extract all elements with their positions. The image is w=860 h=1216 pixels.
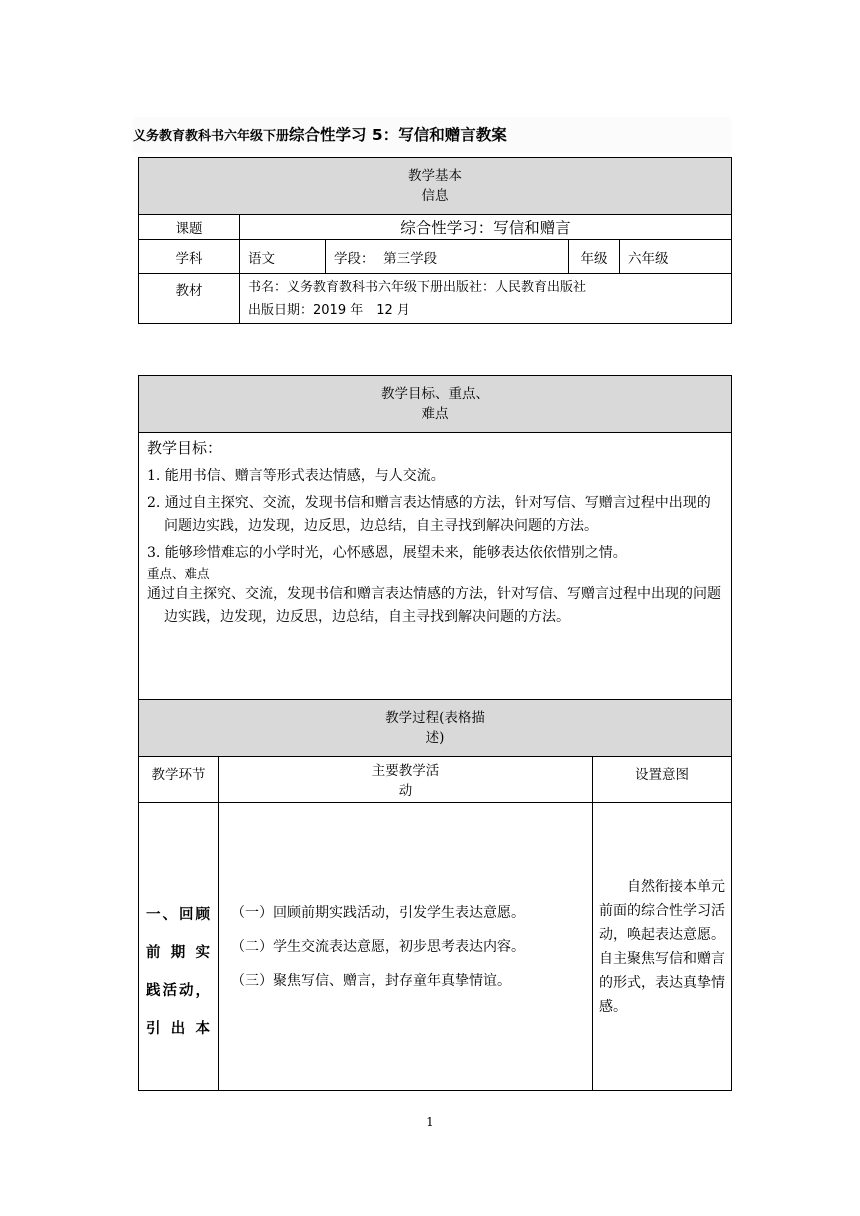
- stage-line-1: 一、回顾: [146, 907, 210, 923]
- activity-item-1: （一）回顾前期实践活动，引发学生表达意愿。: [231, 904, 525, 921]
- textbook-line-1: 书名：义务教育教科书六年级下册出版社：人民教育出版社: [248, 279, 587, 295]
- title-main: 综合性学习 5：写信和赠言教案: [289, 126, 507, 144]
- activity-item-3: （三）聚焦写信、赠言，封存童年真挚情谊。: [231, 972, 511, 989]
- document-title: [133, 117, 731, 153]
- intent-cell-1: 自然衔接本单元前面的综合性学习活动，唤起表达意愿。自主聚焦写信和赠言的形式，表达真挚情感。: [593, 803, 732, 1091]
- stage-label: 学段：: [334, 250, 375, 267]
- textbook-info: [240, 274, 732, 324]
- stage-value: 第三学段: [383, 250, 438, 267]
- grade-value: 六年级: [620, 240, 732, 274]
- goal-item-3: 3. 能够珍惜难忘的小学时光，心怀感恩，展望未来，能够表达依依惜别之情。: [147, 545, 627, 561]
- stage-line-2: 前期实: [146, 945, 210, 961]
- basic-info-table: [138, 157, 732, 324]
- topic-value: 综合性学习：写信和赠言: [240, 215, 732, 240]
- stage-line-4: 引出本: [146, 1021, 210, 1037]
- subject-value: 语文: [240, 240, 326, 274]
- topic-label: 课题: [139, 215, 240, 240]
- goal-item-2: 2. 通过自主探究、交流，发现书信和赠言表达情感的方法，针对写信、写赠言过程中出现的问题边实践，边发现，边反思，边总结，自主寻找到解决问题的方法。: [147, 495, 711, 534]
- stage-cell: [326, 240, 569, 274]
- goals-process-table: [138, 375, 732, 1091]
- grade-label: 年级: [569, 240, 620, 274]
- subject-label: 学科: [139, 240, 240, 274]
- process-header: 教学过程(表格描 述): [139, 700, 732, 757]
- page-number: 1: [426, 1115, 434, 1129]
- goals-heading: 教学目标：: [147, 439, 223, 457]
- key-points-heading: 重点、难点: [147, 566, 210, 581]
- stage-cell-1: [139, 803, 219, 1091]
- stage-line-3: 践活动，: [146, 983, 210, 999]
- textbook-line-2: 出版日期：2019 年 12 月: [248, 302, 410, 318]
- textbook-label: 教材: [139, 274, 240, 324]
- title-prefix: 义务教育教科书六年级下册: [133, 129, 290, 144]
- goals-header: 教学目标、重点、 难点: [139, 376, 732, 433]
- column-header-activity: 主要教学活 动: [219, 757, 593, 803]
- basic-info-header: 教学基本 信息: [139, 158, 732, 215]
- goal-item-1: 1. 能用书信、赠言等形式表达情感，与人交流。: [147, 468, 445, 484]
- column-header-intent: 设置意图: [593, 757, 732, 803]
- activity-item-2: （二）学生交流表达意愿，初步思考表达内容。: [231, 938, 525, 955]
- activity-cell-1: [219, 803, 593, 1091]
- key-points-text: 通过自主探究、交流，发现书信和赠言表达情感的方法，针对写信、写赠言过程中出现的问题边实践，边发现，边反思，边总结，自主寻找到解决问题的方法。: [147, 586, 721, 625]
- column-header-stage: 教学环节: [139, 757, 219, 803]
- goals-content: [139, 433, 732, 700]
